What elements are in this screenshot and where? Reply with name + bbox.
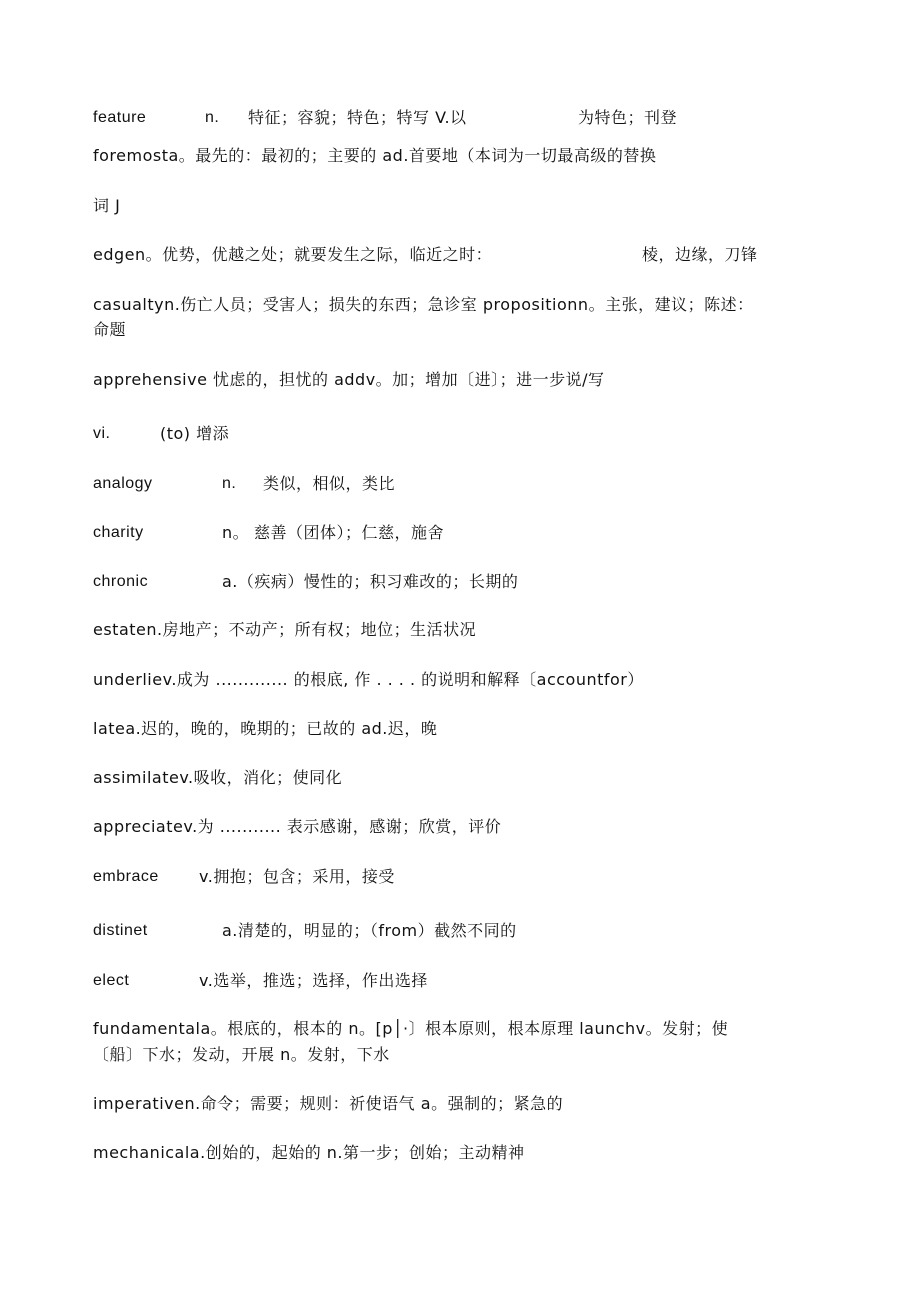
- entry-word-embrace: embrace: [93, 868, 159, 885]
- entry-estate: estaten.房地产；不动产；所有权；地位；生活状况: [93, 620, 477, 639]
- entry-edge-a: edgen。优势，优越之处；就要发生之际，临近之时：: [93, 245, 493, 264]
- entry-pos-feature: n.: [205, 109, 220, 126]
- entry-definition-distinet: a.清楚的，明显的；（from）截然不同的: [222, 921, 517, 940]
- entry-word-vi: vi.: [93, 425, 111, 442]
- entry-underlie: underliev.成为 ............. 的根底, 作 . . . . 的说明和解释〔accountfor）: [93, 670, 644, 689]
- entry-word-elect: elect: [93, 972, 130, 989]
- entry-foremost-continuation: 词 J: [93, 196, 121, 215]
- entry-casualty: casualtyn.伤亡人员；受害人；损失的东西；急诊室 propositionn。主张，建议；陈述：: [93, 295, 754, 314]
- entry-word-feature: feature: [93, 109, 147, 126]
- entry-mechanical: mechanicala.创始的，起始的 n.第一步；创始；主动精神: [93, 1143, 525, 1162]
- entry-definition-vi: (to) 增添: [160, 424, 230, 443]
- entry-definition-embrace: v.拥抱；包含；采用，接受: [199, 867, 395, 886]
- entry-imperative: imperativen.命令；需要；规则：祈使语气 a。强制的；紧急的: [93, 1094, 564, 1113]
- entry-definition-charity: 慈善（团体）；仁慈，施舍: [254, 523, 445, 542]
- entry-word-charity: charity: [93, 524, 144, 541]
- entry-edge-b: 棱，边缘，刀锋: [642, 245, 758, 264]
- entry-late: latea.迟的，晚的，晚期的；已故的 ad.迟，晚: [93, 719, 438, 738]
- entry-definition-chronic: a.（疾病）慢性的；积习难改的；长期的: [222, 572, 519, 591]
- entry-definition-analogy: 类似，相似，类比: [263, 474, 396, 493]
- entry-word-chronic: chronic: [93, 573, 149, 590]
- entry-fundamental: fundamentala。根底的，根本的 n。[p│·〕根本原则，根本原理 launchv。发射；使: [93, 1019, 729, 1038]
- entry-definition-feature-a: 特征；容貌；特色；特写 V.以: [248, 108, 467, 127]
- entry-word-analogy: analogy: [93, 475, 153, 492]
- entry-assimilate: assimilatev.吸收，消化；使同化: [93, 768, 343, 787]
- entry-definition-feature-b: 为特色；刊登: [578, 108, 678, 127]
- entry-pos-charity: n。: [222, 523, 250, 542]
- entry-pos-analogy: n.: [222, 475, 237, 492]
- entry-apprehensive: apprehensive 忧虑的，担忧的 addv。加；增加〔进〕；进一步说/写: [93, 370, 605, 389]
- entry-foremost: foremosta。最先的：最初的；主要的 ad.首要地（本词为一切最高级的替换: [93, 146, 657, 165]
- entry-fundamental-continuation: 〔船〕下水；发动，开展 n。发射，下水: [93, 1045, 390, 1064]
- entry-word-distinet: distinet: [93, 922, 148, 939]
- entry-definition-elect: v.选举，推选；选择，作出选择: [199, 971, 428, 990]
- entry-casualty-continuation: 命题: [93, 320, 127, 339]
- entry-appreciate: appreciatev.为 ........... 表示感谢，感谢；欣赏，评价: [93, 817, 502, 836]
